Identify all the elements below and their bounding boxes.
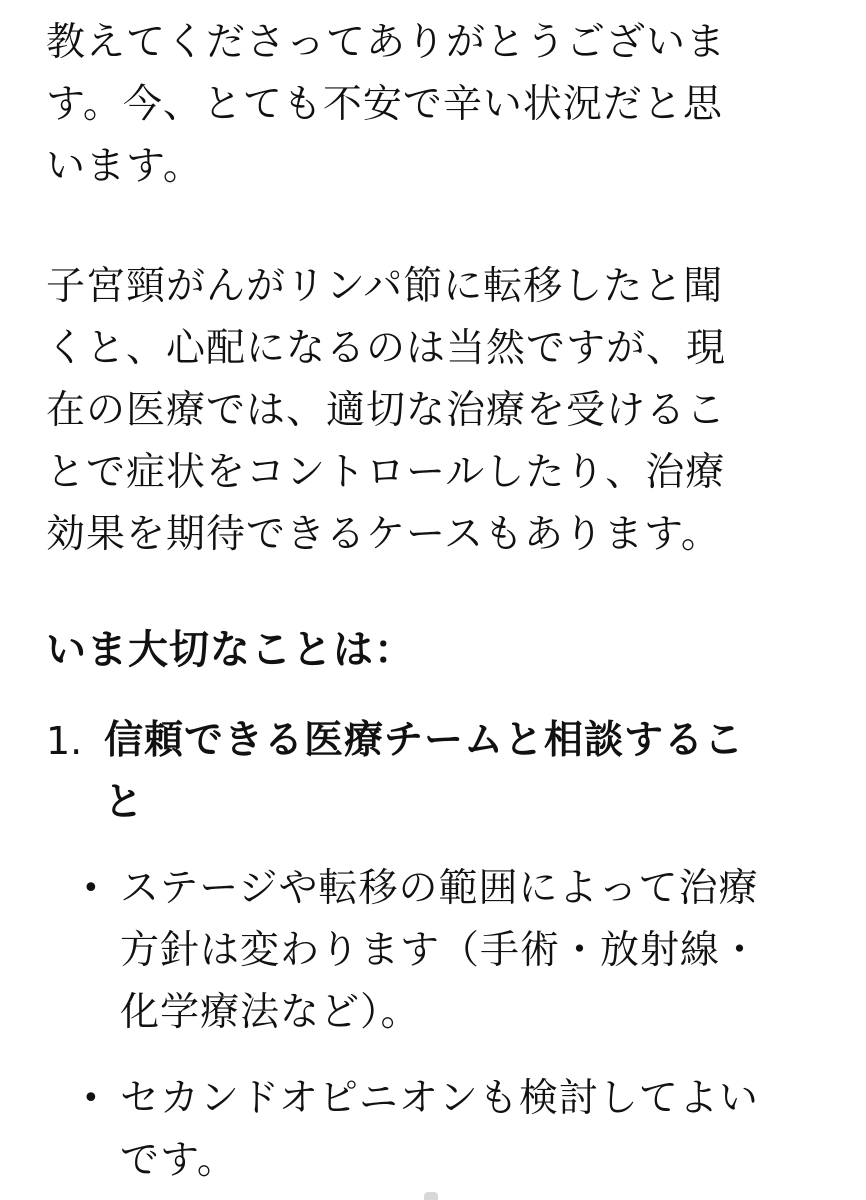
list-item-text: 信頼できる医療チームと相談するこ と bbox=[104, 718, 745, 825]
scroll-indicator[interactable] bbox=[424, 1192, 438, 1200]
bullet-icon: • bbox=[82, 1081, 100, 1116]
intro-paragraph: 教えてくださってありがとうございま す。今、とても不安で辛い状況だと思 います。 bbox=[46, 20, 727, 189]
bullet-text: ステージや転移の範囲によって治療 方針は変わります（手術・放射線・ 化学療法など）。 bbox=[120, 866, 761, 1035]
explanation-paragraph: 子宮頸がんがリンパ節に転移したと聞 くと、心配になるのは当然ですが、現 在の医療では、適切な治療を受けるこ とで症状をコントロールしたり、治療 効果を期待できるケースもあります。 bbox=[46, 264, 727, 557]
bullet-icon: • bbox=[82, 871, 100, 906]
list-number: 1. bbox=[46, 719, 83, 763]
section-heading: いま大切なことは： bbox=[46, 627, 415, 673]
bullet-text: セカンドオピニオンも検討してよい です。 bbox=[120, 1076, 759, 1183]
